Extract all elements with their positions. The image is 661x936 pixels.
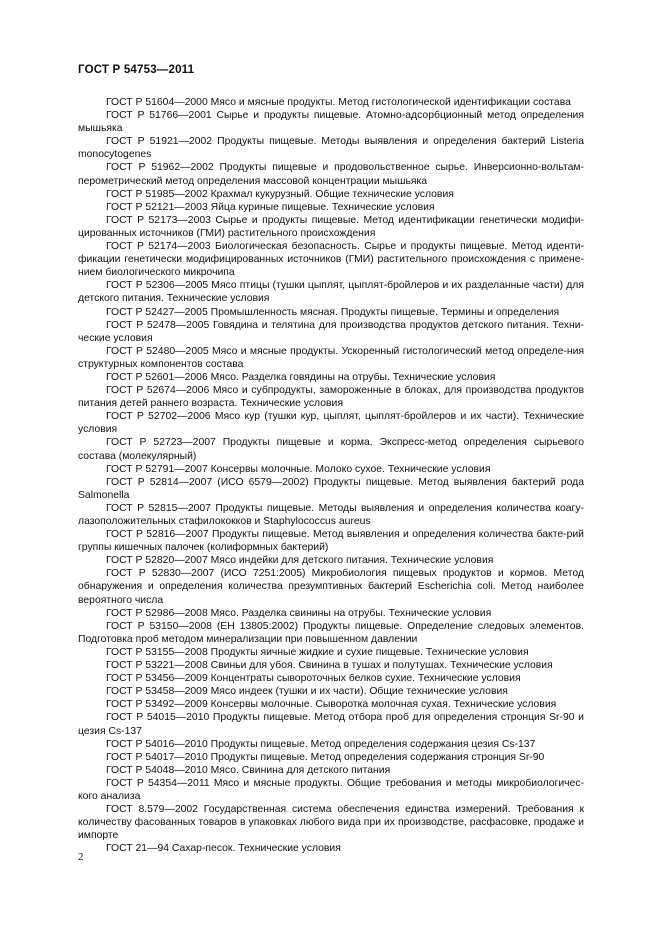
reference-entry: ГОСТ Р 52791—2007 Консервы молочные. Молоко сухое. Технические условия xyxy=(106,463,491,475)
reference-entry: ГОСТ 21—94 Сахар-песок. Технические условия xyxy=(106,843,341,855)
reference-entry: ГОСТ Р 53456—2009 Концентраты сывороточных белков сухие. Технические условия xyxy=(106,673,521,685)
reference-entry: ГОСТ Р 53458—2009 Мясо индеек (тушки и их части). Общие технические условия xyxy=(106,686,508,698)
reference-entry: ГОСТ Р 53492—2009 Консервы молочные. Сыворотка молочная сухая. Технические условия xyxy=(106,699,557,711)
reference-entry: ГОСТ Р 52173—2003 Сырье и продукты пищевые. Метод идентификации генетически модифи-цированных источников (ГМИ) растительного происхождения xyxy=(78,214,584,239)
page-number: 2 xyxy=(78,851,84,863)
reference-entry: ГОСТ Р 54016—2010 Продукты пищевые. Метод определения содержания цезия Cs-137 xyxy=(106,738,536,750)
reference-entry: ГОСТ Р 52674—2006 Мясо и субпродукты, замороженные в блоках, для производства продуктов питания детей раннего возраста. Технические условия xyxy=(78,385,584,410)
document-header: ГОСТ Р 54753—2011 xyxy=(78,64,195,76)
reference-entry: ГОСТ Р 52814—2007 (ИСО 6579—2002) Продукты пищевые. Метод выявления бактерий рода Salmonella xyxy=(78,476,584,501)
reference-entry: ГОСТ Р 52820—2007 Мясо индейки для детского питания. Технические условия xyxy=(106,555,494,567)
reference-entry: ГОСТ Р 51985—2002 Крахмал кукурузный. Общие технические условия xyxy=(106,188,454,200)
reference-entry: ГОСТ Р 54048—2010 Мясо. Свинина для детского питания xyxy=(106,764,391,776)
reference-entry: ГОСТ 8.579—2002 Государственная система обеспечения единства измерений. Требования к количеству фасованных товаров в упаковках любого вида при их производстве, расфасовке, продаже и импорте xyxy=(78,804,584,842)
reference-entry: ГОСТ Р 52427—2005 Промышленность мясная. Продукты пищевые. Термины и определения xyxy=(106,306,560,318)
reference-entry: ГОСТ Р 52815—2007 Продукты пищевые. Методы выявления и определения количества коагу-лазоположительных стафилококков и Staphylococcus aureus xyxy=(78,502,584,527)
reference-entry: ГОСТ Р 53221—2008 Свиньи для убоя. Свинина в тушах и полутушах. Технические условия xyxy=(106,660,553,672)
reference-entry: ГОСТ Р 52478—2005 Говядина и телятина для производства продуктов детского питания. Техни-ческие условия xyxy=(78,319,584,344)
reference-entry: ГОСТ Р 51921—2002 Продукты пищевые. Методы выявления и определения бактерий Listeria monocytogenes xyxy=(78,136,584,161)
reference-entry: ГОСТ Р 54017—2010 Продукты пищевые. Метод определения содержания стронция Sr-90 xyxy=(106,751,545,763)
reference-entry: ГОСТ Р 53150—2008 (ЕН 13805:2002) Продукты пищевые. Определение следовых элементов. Подготовка проб методом минерализации при повышенном давлении xyxy=(78,620,584,645)
reference-entry: ГОСТ Р 53155—2008 Продукты яичные жидкие и сухие пищевые. Технические условия xyxy=(106,646,529,658)
references-list xyxy=(78,96,584,855)
reference-entry: ГОСТ Р 52601—2006 Мясо. Разделка говядины на отрубы. Технические условия xyxy=(106,371,496,383)
reference-entry: ГОСТ Р 51962—2002 Продукты пищевые и продовольственное сырье. Инверсионно-вольтам-перометрический метод определения массовой концентрации мышьяка xyxy=(78,162,584,187)
reference-entry: ГОСТ Р 52480—2005 Мясо и мясные продукты. Ускоренный гистологический метод определе-ния структурных компонентов состава xyxy=(78,345,584,370)
reference-entry: ГОСТ Р 51766—2001 Сырье и продукты пищевые. Атомно-адсорбционный метод определения мышьяка xyxy=(78,110,584,135)
reference-entry: ГОСТ Р 54354—2011 Мясо и мясные продукты. Общие требования и методы микробиологичес-кого анализа xyxy=(78,777,584,802)
reference-entry: ГОСТ Р 52830—2007 (ИСО 7251:2005) Микробиология пищевых продуктов и кормов. Метод обнаружения и определения количества презумптивных бактерий Escherichia coli. Метод наиболее вероятного числа xyxy=(78,568,584,606)
reference-entry: ГОСТ Р 52816—2007 Продукты пищевые. Метод выявления и определения количества бакте-рий группы кишечных палочек (колиформных бактерий) xyxy=(78,529,584,554)
reference-entry: ГОСТ Р 52174—2003 Биологическая безопасность. Сырье и продукты пищевые. Метод иденти-фикации генетически модифицированных источников (ГМИ) растительного происхождения с примене-нием биологического микрочипа xyxy=(78,241,584,279)
reference-entry: ГОСТ Р 52723—2007 Продукты пищевые и корма. Экспресс-метод определения сырьевого состава (молекулярный) xyxy=(78,437,584,462)
reference-entry: ГОСТ Р 52702—2006 Мясо кур (тушки кур, цыплят, цыплят-бройлеров и их части). Технические условия xyxy=(78,411,584,436)
reference-entry: ГОСТ Р 51604—2000 Мясо и мясные продукты. Метод гистологической идентификации состава xyxy=(106,97,571,108)
reference-entry: ГОСТ Р 52121—2003 Яйца куриные пищевые. Технические условия xyxy=(106,201,435,213)
reference-entry: ГОСТ Р 52986—2008 Мясо. Разделка свинины на отрубы. Технические условия xyxy=(106,607,492,619)
reference-entry: ГОСТ Р 54015—2010 Продукты пищевые. Метод отбора проб для определения стронция Sr-90 и цезия Cs-137 xyxy=(78,712,584,737)
reference-entry: ГОСТ Р 52306—2005 Мясо птицы (тушки цыплят, цыплят-бройлеров и их разделанные части) для детского питания. Технические условия xyxy=(78,280,584,305)
